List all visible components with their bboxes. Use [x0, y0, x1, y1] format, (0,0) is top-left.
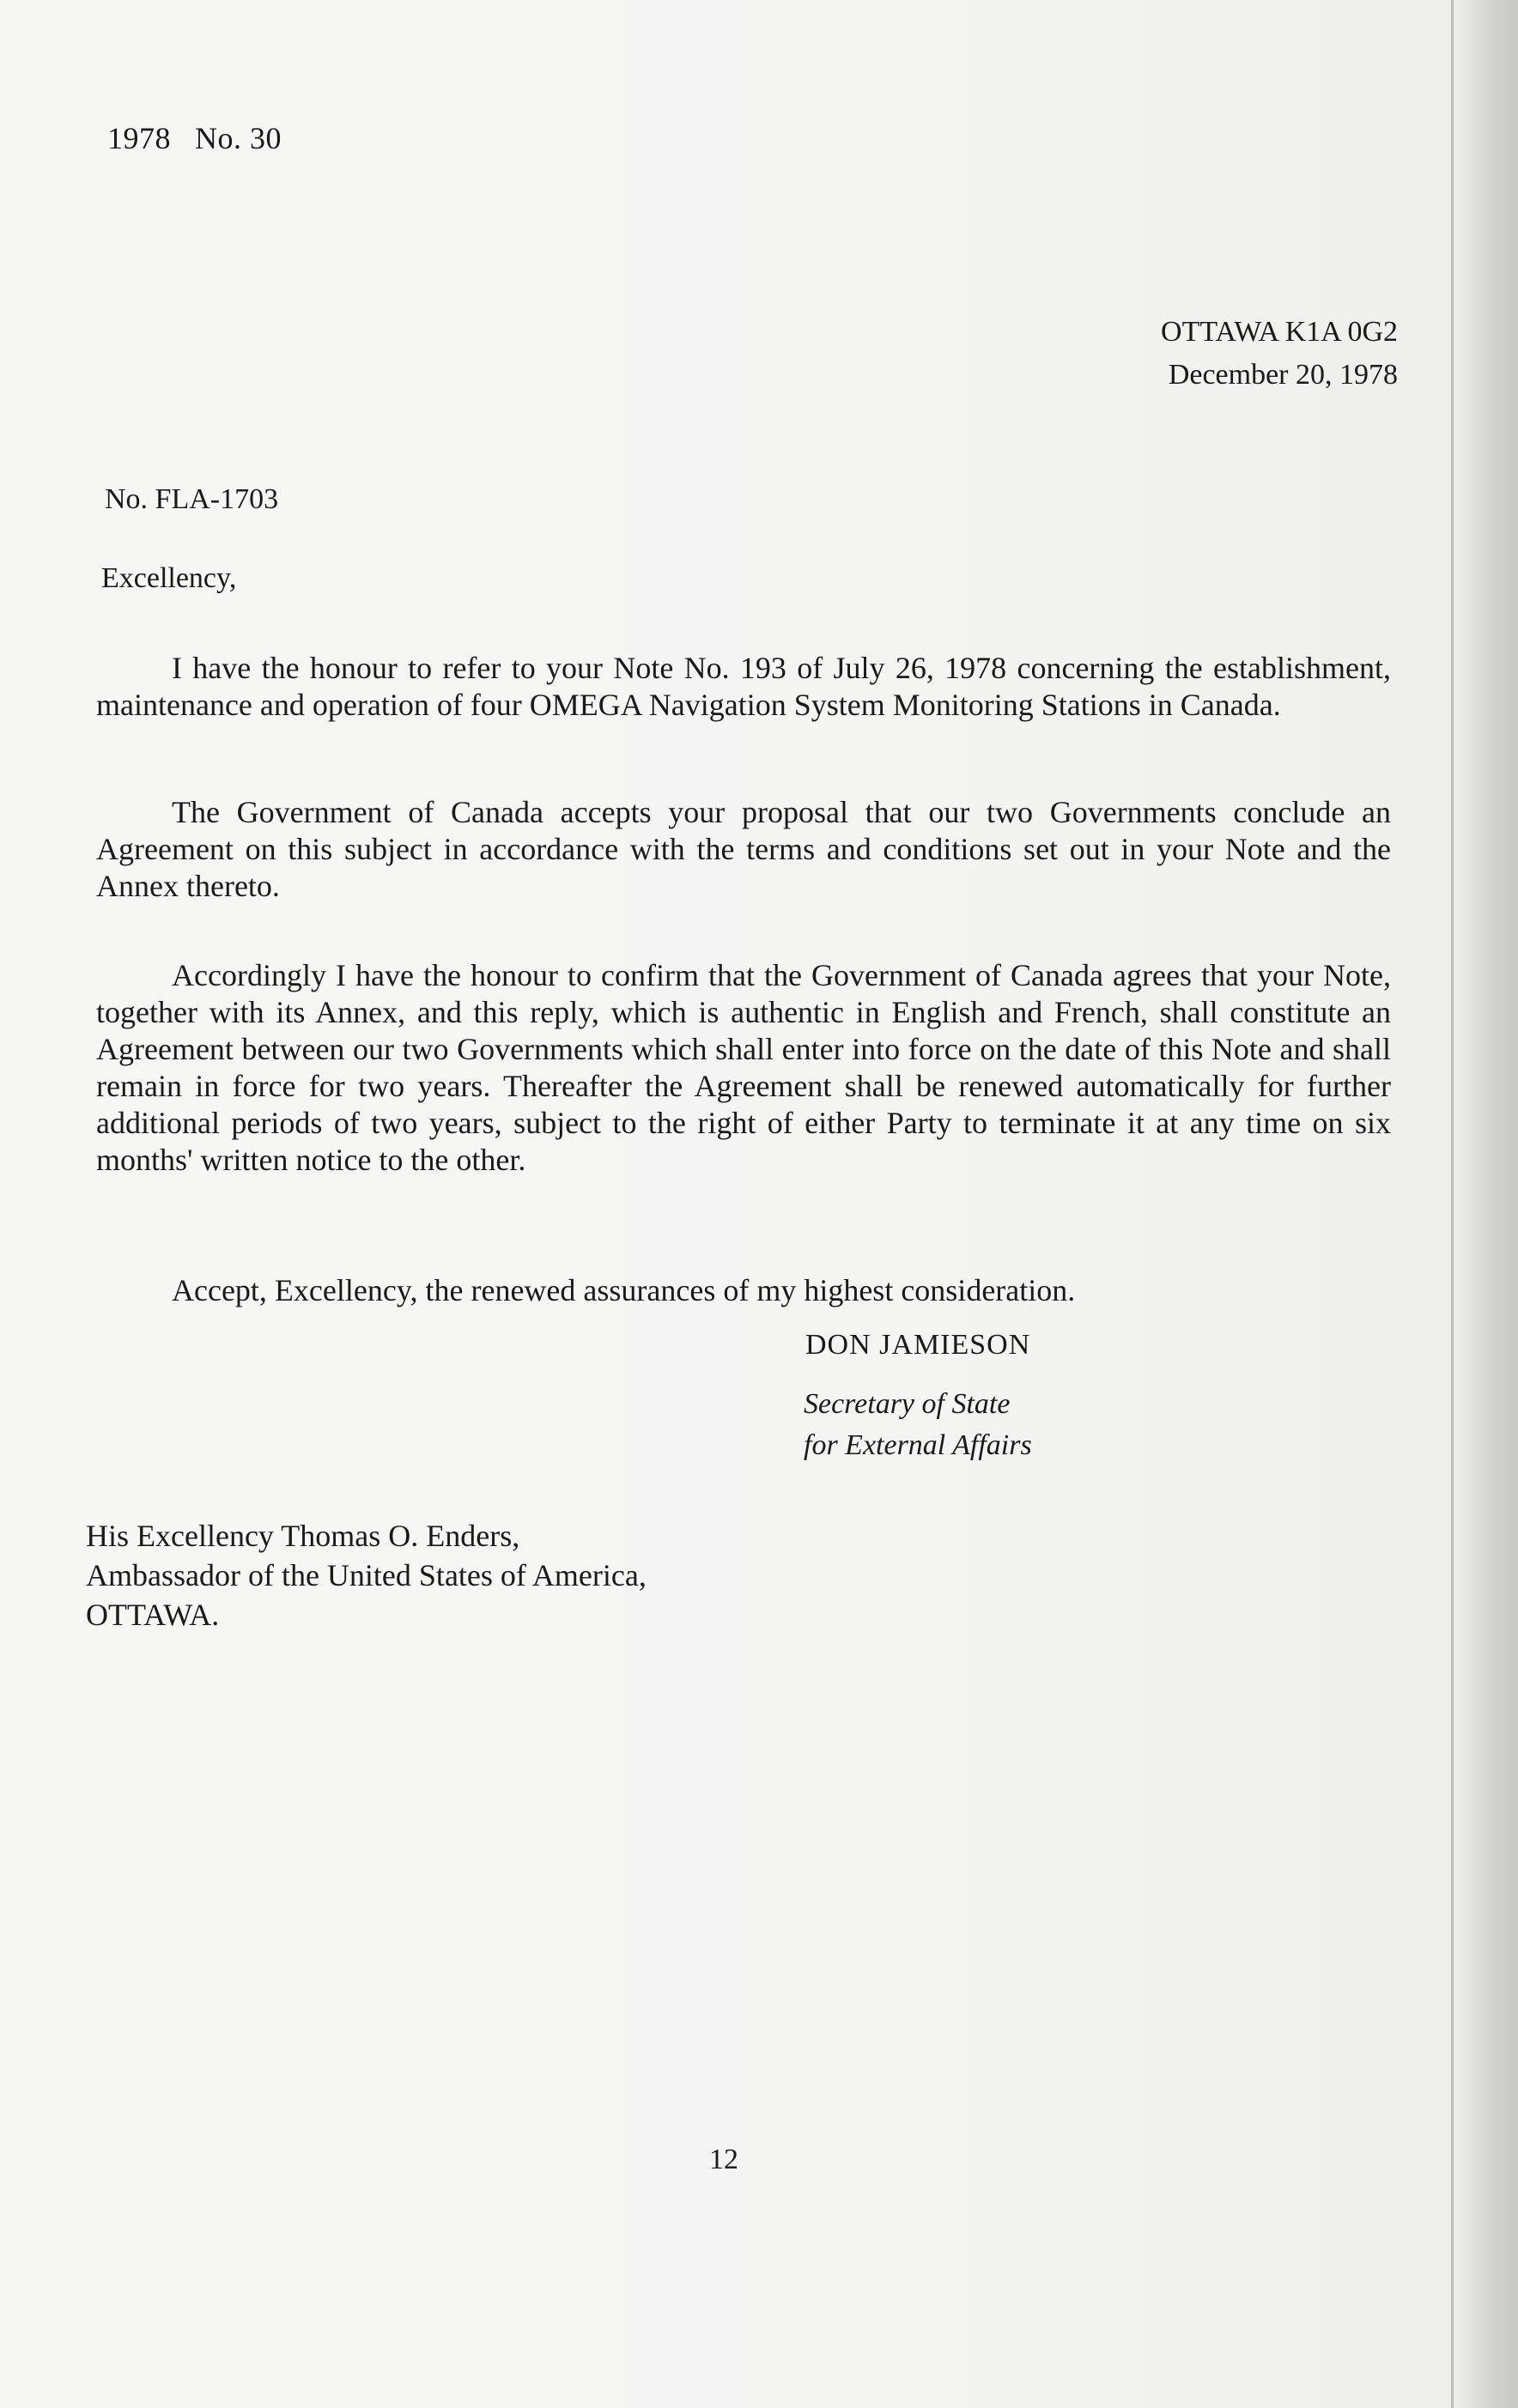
address-block	[1161, 311, 1398, 397]
paragraph-4: Accept, Excellency, the renewed assurances of my highest consideration.	[172, 1273, 1076, 1307]
signatory-title-line-1: Secretary of State	[804, 1388, 1011, 1420]
recipient-block	[86, 1516, 647, 1635]
signatory-name: DON JAMIESON	[805, 1329, 1031, 1361]
page-edge-shadow	[1465, 0, 1518, 2408]
letter-date: December 20, 1978	[1168, 359, 1398, 391]
page-gutter-line	[1451, 0, 1454, 2408]
signatory-title	[804, 1384, 1032, 1466]
page-number: 12	[709, 2144, 738, 2175]
recipient-line-2: Ambassador of the United States of America,	[86, 1558, 647, 1592]
header-year: 1978	[107, 121, 171, 155]
document-header	[107, 120, 282, 156]
recipient-line-3: OTTAWA.	[86, 1598, 220, 1632]
signatory-title-line-2: for External Affairs	[804, 1429, 1032, 1461]
paragraph-2: The Government of Canada accepts your proposal that our two Governments conclude an Agreement on this subject in accordance with the terms and conditions set out in your Note and the Annex thereto.	[96, 795, 1391, 903]
paragraph-1: I have the honour to refer to your Note No. 193 of July 26, 1978 concerning the establishment, maintenance and operation of four OMEGA Navigation System Monitoring Stations in Canada.	[96, 651, 1391, 722]
note-reference: No. FLA-1703	[105, 483, 279, 515]
recipient-line-1: His Excellency Thomas O. Enders,	[86, 1519, 520, 1553]
address-city: OTTAWA K1A 0G2	[1161, 316, 1398, 348]
paragraph-3: Accordingly I have the honour to confirm that the Government of Canada agrees that your Note, together with its Annex, and this reply, which is authentic in English and French, shall constitute an Agreement between our two Governments which shall enter into force on the date of this Note and shall remain in force for two years. Thereafter the Agreement shall be renewed automatically for further additional periods of two years, subject to the right of either Party to terminate it at any time on six months' written notice to the other.	[96, 958, 1391, 1177]
header-number: No. 30	[195, 121, 282, 155]
salutation: Excellency,	[101, 562, 237, 594]
